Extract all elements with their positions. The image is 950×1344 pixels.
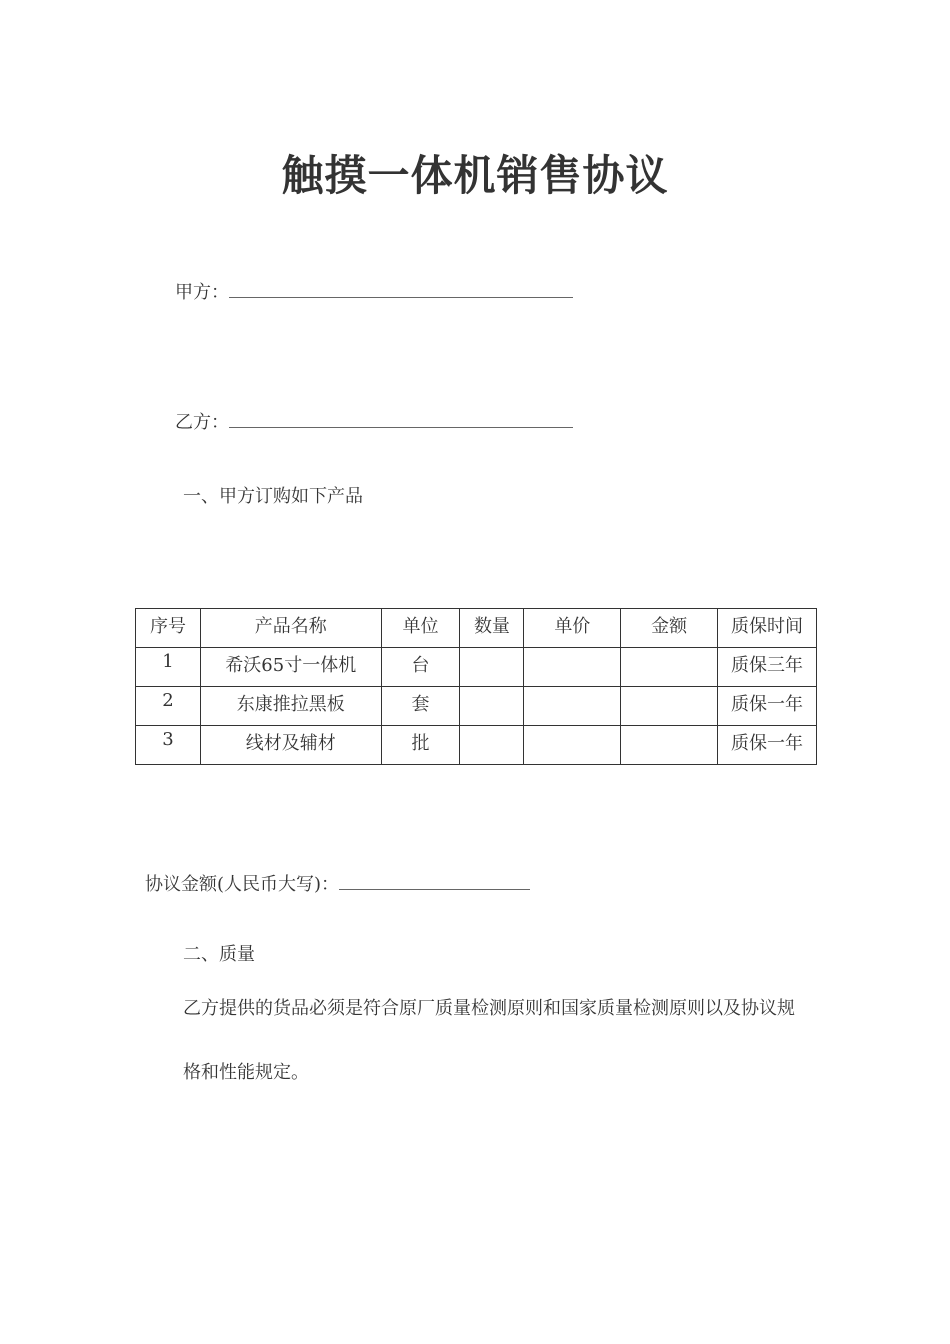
table-cell[interactable] xyxy=(524,726,621,765)
party-a-blank[interactable] xyxy=(229,279,573,298)
header-cell: 单位 xyxy=(381,609,460,648)
header-cell: 质保时间 xyxy=(718,609,817,648)
table-cell: 东康推拉黑板 xyxy=(200,687,381,726)
header-cell: 金额 xyxy=(621,609,718,648)
table-cell: 1 xyxy=(136,648,201,687)
product-table xyxy=(135,608,817,765)
table-cell[interactable] xyxy=(621,687,718,726)
document-title: 触摸一体机销售协议 xyxy=(281,151,669,200)
header-cell: 序号 xyxy=(136,609,201,648)
party-b-line xyxy=(175,408,573,434)
header-cell: 数量 xyxy=(460,609,524,648)
party-a-label: 甲方： xyxy=(175,282,229,303)
party-b-label: 乙方： xyxy=(175,412,229,433)
table-cell[interactable] xyxy=(460,648,524,687)
table-cell[interactable] xyxy=(524,648,621,687)
amount-line xyxy=(145,870,530,896)
header-cell: 产品名称 xyxy=(200,609,381,648)
amount-blank[interactable] xyxy=(339,871,530,890)
table-cell[interactable] xyxy=(460,687,524,726)
table-row xyxy=(136,726,817,765)
section-heading-1: 一、甲方订购如下产品 xyxy=(183,486,363,507)
table-header-row xyxy=(136,609,817,648)
amount-label: 协议金额(人民币大写)： xyxy=(145,874,340,895)
table-cell: 套 xyxy=(381,687,460,726)
table-cell: 质保一年 xyxy=(718,726,817,765)
table-cell: 3 xyxy=(136,726,201,765)
quality-paragraph-text: 乙方提供的货品必须是符合原厂质量检测原则和国家质量检测原则以及协议规格和性能规定。 xyxy=(183,998,795,1083)
table-cell[interactable] xyxy=(460,726,524,765)
party-b-blank[interactable] xyxy=(229,409,573,428)
table-cell[interactable] xyxy=(621,726,718,765)
table-cell: 希沃65寸一体机 xyxy=(200,648,381,687)
table-cell: 2 xyxy=(136,687,201,726)
table-cell: 线材及辅材 xyxy=(200,726,381,765)
table-row xyxy=(136,648,817,687)
header-cell: 单价 xyxy=(524,609,621,648)
section-heading-2: 二、质量 xyxy=(183,944,255,965)
table-cell: 批 xyxy=(381,726,460,765)
table-cell: 台 xyxy=(381,648,460,687)
party-a-line xyxy=(175,278,573,304)
table-cell: 质保三年 xyxy=(718,648,817,687)
quality-paragraph xyxy=(145,977,805,1105)
table-row xyxy=(136,687,817,726)
table-cell[interactable] xyxy=(524,687,621,726)
table-cell: 质保一年 xyxy=(718,687,817,726)
table-cell[interactable] xyxy=(621,648,718,687)
